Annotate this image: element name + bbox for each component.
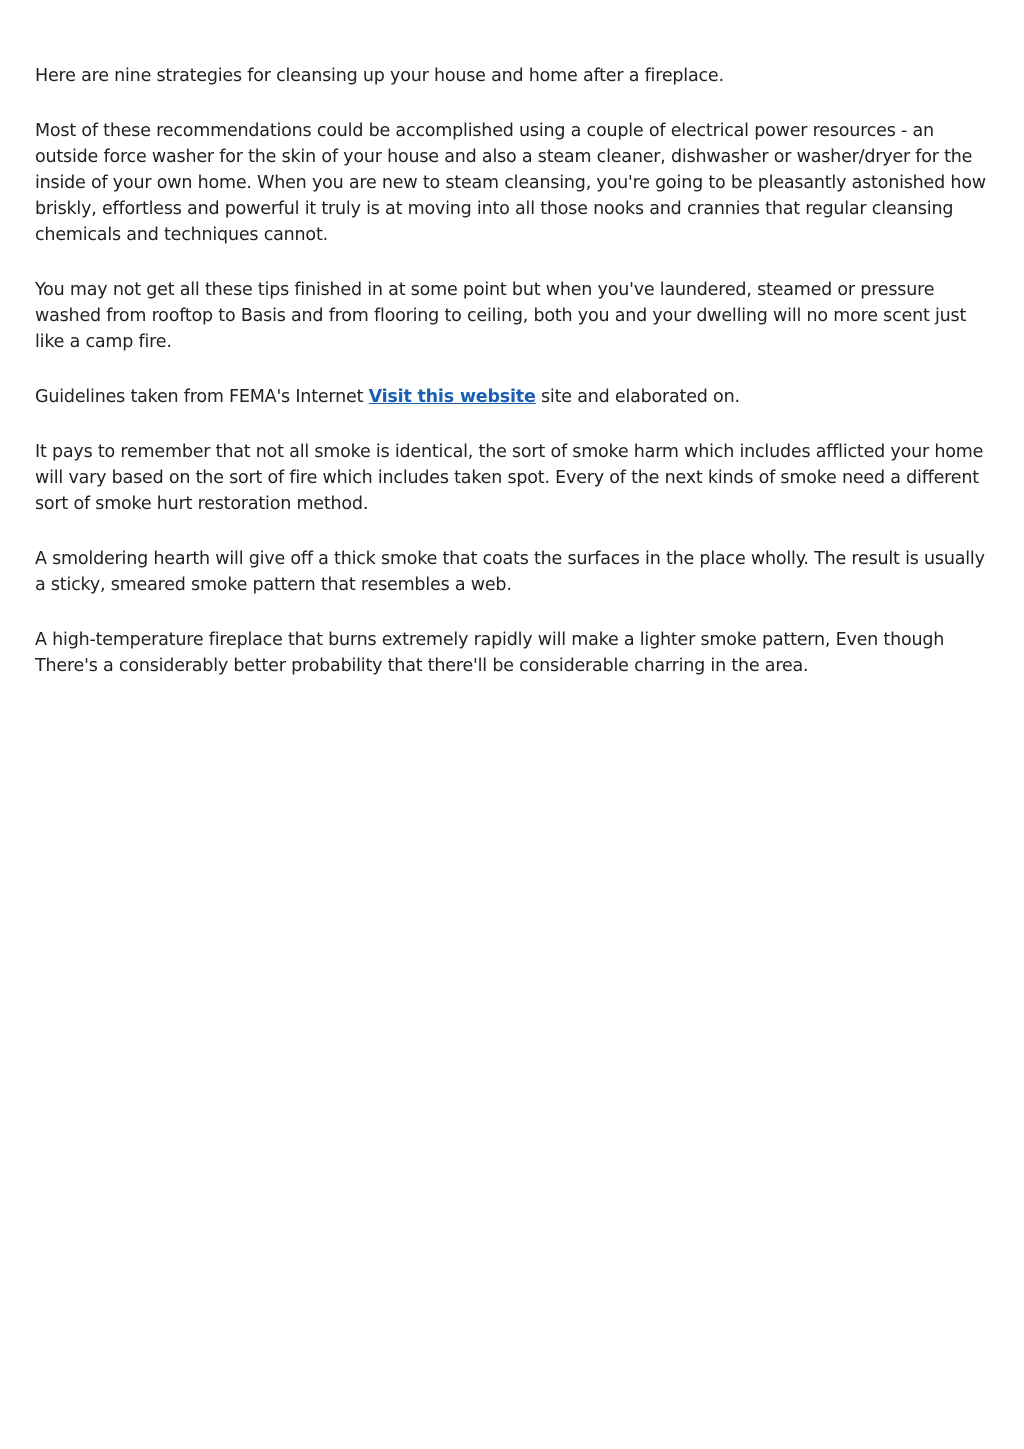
paragraph-intro: Here are nine strategies for cleansing up your house and home after a fireplace. — [35, 66, 724, 86]
visit-website-link[interactable]: Visit this website — [368, 387, 536, 407]
guidelines-text-before: Guidelines taken from FEMA's Internet — [35, 387, 369, 407]
guidelines-text-after: site and elaborated on. — [535, 387, 740, 407]
paragraph-tips: You may not get all these tips finished in at some point but when you've laundered, steamed or pressure washed from rooftop to Basis and from flooring to ceiling, both you and your dwelling will no more scent just like a camp fire. — [35, 280, 967, 352]
paragraph-guidelines — [35, 384, 993, 410]
document-body — [35, 63, 993, 708]
paragraph-high-temperature: A high-temperature fireplace that burns extremely rapidly will make a lighter smoke pattern, Even though There's a considerably better probability that there'll be considerable charring in the area. — [35, 630, 945, 676]
paragraph-smoldering: A smoldering hearth will give off a thick smoke that coats the surfaces in the place wholly. The result is usually a sticky, smeared smoke pattern that resembles a web. — [35, 549, 985, 595]
paragraph-smoke-types: It pays to remember that not all smoke is identical, the sort of smoke harm which includes afflicted your home will vary based on the sort of fire which includes taken spot. Every of the next kinds of smoke need a different sort of smoke hurt restoration method. — [35, 442, 984, 514]
paragraph-recommendations: Most of these recommendations could be accomplished using a couple of electrical power resources - an outside force washer for the skin of your house and also a steam cleaner, dishwasher or washer/dryer for the inside of your own home. When you are new to steam cleansing, you're going to be pleasantly astonished how briskly, effortless and powerful it truly is at moving into all those nooks and crannies that regular cleansing chemicals and techniques cannot. — [35, 121, 986, 245]
